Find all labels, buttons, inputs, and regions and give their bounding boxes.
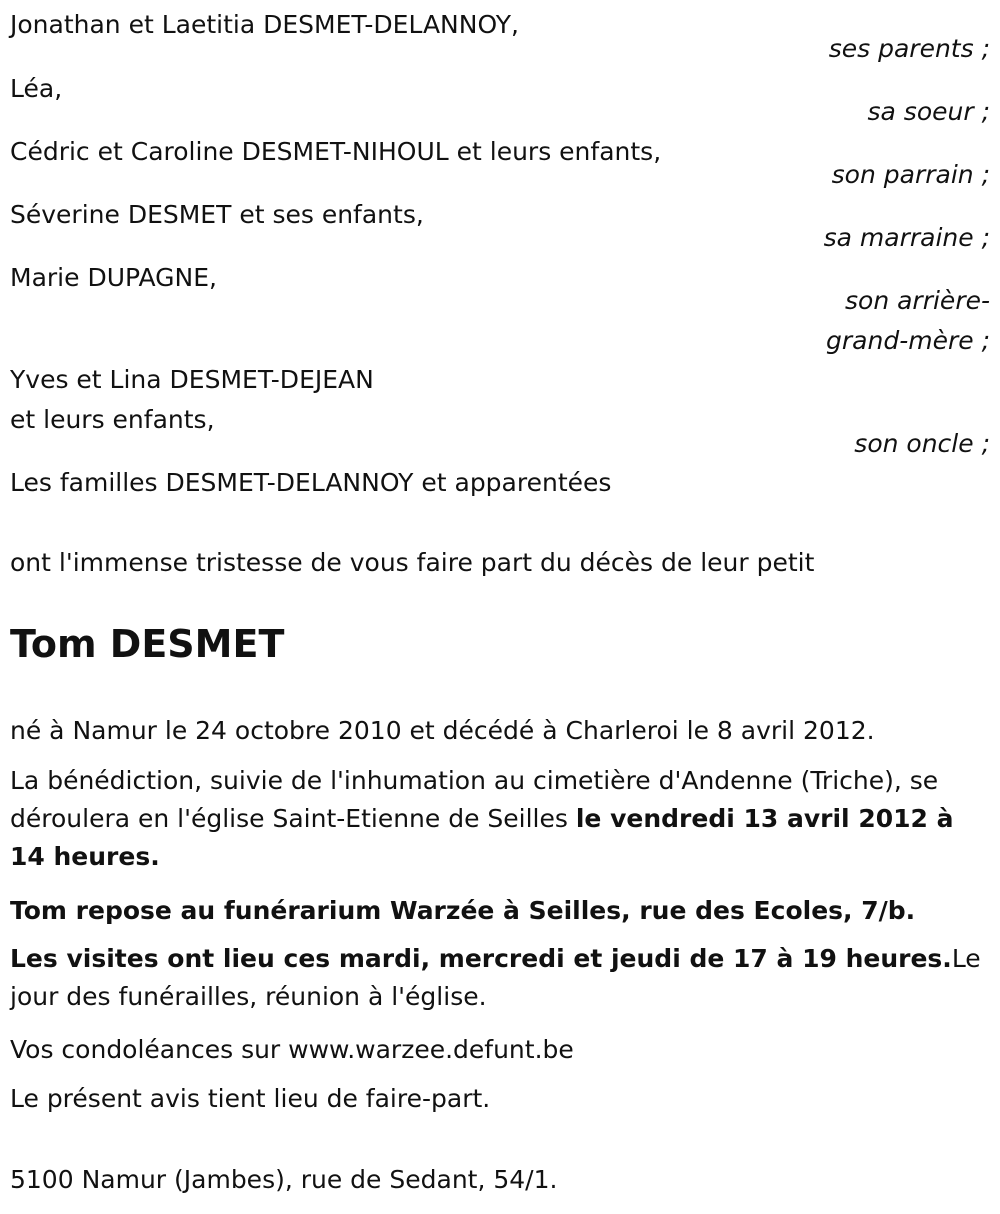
family-member-relation: son arrière- [845,286,990,315]
ceremony-text: La bénédiction, suivie de l'inhumation au cimetière d'Andenne (Triche), se déroulera en l'église Saint-Etienne de Seilles [10,766,939,833]
family-member-relation: grand-mère ; [826,326,990,355]
ceremony-date: le vendredi 13 avril 2012 à 14 heures. [10,804,954,871]
family-member-relation: son parrain ; [831,160,990,189]
family-member-name: Marie DUPAGNE, [10,263,217,292]
visits-hours: Les visites ont lieu ces mardi, mercredi et jeudi de 17 à 19 heures. [10,944,952,973]
birth-death-dates: né à Namur le 24 octobre 2010 et décédé à Charleroi le 8 avril 2012. [10,716,875,745]
announcement: ont l'immense tristesse de vous faire part du décès de leur petit [10,548,815,577]
visits-paragraph [10,940,985,1016]
family-member-name: Séverine DESMET et ses enfants, [10,200,424,229]
rest-place: Tom repose au funérarium Warzée à Seilles, rue des Ecoles, 7/b. [10,896,916,925]
families-line: Les familles DESMET-DELANNOY et apparentées [10,468,612,497]
family-member-relation: ses parents ; [828,34,990,63]
family-member-name: Yves et Lina DESMET-DEJEAN [10,365,374,394]
family-member-relation: son oncle ; [854,429,990,458]
family-member-name: Cédric et Caroline DESMET-NIHOUL et leurs enfants, [10,137,662,166]
family-member-relation: sa marraine ; [823,223,990,252]
ceremony-paragraph [10,762,985,876]
family-member-relation: sa soeur ; [867,97,990,126]
condolences: Vos condoléances sur www.warzee.defunt.be [10,1035,574,1064]
visits-text: Le jour des funérailles, réunion à l'église. [10,944,981,1011]
notice: Le présent avis tient lieu de faire-part. [10,1084,491,1113]
family-member-name: Jonathan et Laetitia DESMET-DELANNOY, [10,10,519,39]
family-member-name: et leurs enfants, [10,405,215,434]
address: 5100 Namur (Jambes), rue de Sedant, 54/1. [10,1165,558,1194]
family-member-name: Léa, [10,74,63,103]
deceased-name: Tom DESMET [10,622,285,666]
